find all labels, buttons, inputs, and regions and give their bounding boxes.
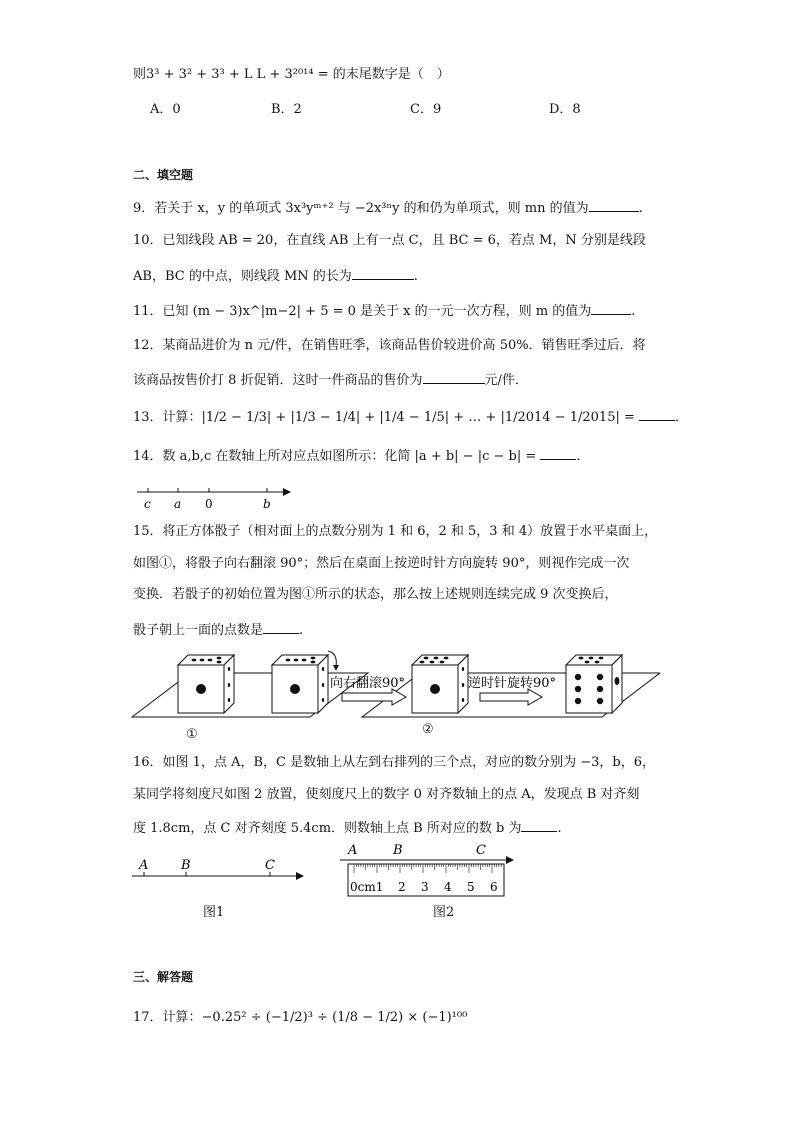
q12-stem: 该商品按售价打 8 折促销．这时一件商品的售价为: [133, 373, 423, 388]
q10-stem: AB，BC 的中点，则线段 MN 的长为: [133, 269, 352, 284]
ruler-point-a: A: [348, 843, 358, 858]
answer-blank: [423, 369, 485, 384]
dice-4: [566, 655, 622, 713]
q8-option-b: B．2: [271, 102, 302, 117]
q10-line2: AB，BC 的中点，则线段 MN 的长为 .: [133, 265, 418, 286]
q16-stem: 度 1.8cm，点 C 对齐刻度 5.4cm．则数轴上点 B 所对应的数 b 为: [133, 821, 522, 836]
q14-stem: 14．数 a,b,c 在数轴上所对应点如图所示：化简 |a + b| − |c − b| =: [133, 449, 537, 464]
axis-label-c: c: [144, 497, 151, 511]
ruler-point-c: C: [476, 843, 486, 858]
q17-text: 17．计算：−0.25² ÷ (−1/2)³ ÷ (1/8 − 1/2) × (−1)¹⁰⁰: [133, 1010, 468, 1025]
ruler-label-5: 5: [467, 880, 475, 894]
q15-dice-figure: [130, 645, 660, 723]
q13-stem: 13．计算：|1/2 − 1/3| + |1/3 − 1/4| + |1/4 − 1/5| + … + |1/2014 − 1/2015| =: [133, 410, 635, 425]
arrow-rotate-ccw: [480, 689, 542, 705]
q16-line2: 某同学将刻度尺如图 2 放置，使刻度尺上的数字 0 对齐数轴上的点 A，发现点 B 对齐刻: [133, 787, 640, 802]
q9-stem: 9．若关于 x，y 的单项式 3x³yᵐ⁺² 与 −2x³ⁿy 的和仍为单项式，则 mn 的值为: [133, 201, 589, 216]
q14-text: 14．数 a,b,c 在数轴上所对应点如图所示：化简 |a + b| − |c − b| = ．: [133, 445, 589, 466]
ruler-label-6: 6: [490, 880, 498, 894]
axis-label-0: 0: [205, 497, 213, 511]
q16-line3: 度 1.8cm，点 C 对齐刻度 5.4cm．则数轴上点 B 所对应的数 b 为 .: [133, 817, 562, 838]
q15-line1: 15．将正方体骰子（相对面上的点数分别为 1 和 6，2 和 5，3 和 4）放置于水平桌面上，: [133, 524, 658, 539]
dice-3: [412, 655, 468, 713]
q10-line1: 10．已知线段 AB = 20，在直线 AB 上有一点 C，且 BC = 6，若点 M，N 分别是线段: [133, 233, 646, 248]
point-b-label: B: [181, 858, 191, 873]
q9-text: 9．若关于 x，y 的单项式 3x³yᵐ⁺² 与 −2x³ⁿy 的和仍为单项式，则 mn 的值为 .: [133, 197, 643, 218]
point-c-label: C: [265, 858, 275, 873]
axis-label-b: b: [263, 497, 271, 511]
answer-blank: [263, 619, 299, 634]
ruler-point-b: B: [393, 843, 403, 858]
q8-stem: 则3³ + 3² + 3³ + L L + 3²⁰¹⁴ = 的末尾数字是（ ）: [133, 67, 450, 82]
arrow-label-roll: 向右翻滚90°: [330, 676, 406, 691]
q12-line2: [133, 369, 528, 390]
figure-caption-fig2: 图2: [433, 905, 455, 920]
section-title-fill-in: 二、填空题: [133, 168, 194, 182]
q8-option-a: A．0: [150, 102, 181, 117]
q8-option-d: D．8: [549, 102, 581, 117]
q15-stem: 骰子朝上一面的点数是: [133, 623, 264, 638]
point-a-label: A: [139, 858, 149, 873]
answer-blank: [591, 300, 631, 315]
q16-figure-2-ruler: [336, 838, 518, 900]
answer-blank: [639, 406, 675, 421]
q15-line2: 如图①，将骰子向右翻滚 90°；然后在桌面上按逆时针方向旋转 90°，则视作完成一次: [133, 556, 630, 571]
ruler-label-2: 2: [398, 880, 406, 894]
axis-label-a: a: [174, 497, 182, 511]
figure-caption-1: ①: [186, 727, 198, 742]
figure-caption-2: ②: [422, 722, 434, 737]
q15-line4: 骰子朝上一面的点数是 .: [133, 619, 303, 640]
q12-unit: 元/件．: [484, 373, 528, 388]
q11-text: 11．已知 (m − 3)x^|m−2| + 5 = 0 是关于 x 的一元一次方程，则 m 的值为 .: [133, 300, 635, 321]
ruler-label-3: 3: [421, 880, 429, 894]
q16-figure-1-number-line: [130, 852, 310, 888]
q8-option-c: C．9: [410, 102, 442, 117]
q15-line3: 变换．若骰子的初始位置为图①所示的状态，那么按上述规则连续完成 9 次变换后，: [133, 587, 618, 602]
answer-blank: [521, 817, 557, 832]
q13-text: 13．计算：|1/2 − 1/3| + |1/3 − 1/4| + |1/4 − 1/5| + … + |1/2014 − 1/2015| = ．: [133, 406, 688, 427]
ruler-label-4: 4: [444, 880, 452, 894]
section-title-solve: 三、解答题: [133, 970, 194, 984]
answer-blank: [589, 197, 639, 212]
dice-1: [178, 655, 234, 713]
q12-line1: 12．某商品进价为 n 元/件，在销售旺季，该商品售价较进价高 50%．销售旺季过后．将: [133, 338, 646, 353]
figure-caption-fig1: 图1: [203, 905, 225, 920]
q11-stem: 11．已知 (m − 3)x^|m−2| + 5 = 0 是关于 x 的一元一次方程，则 m 的值为: [133, 304, 592, 319]
dice-2: [272, 651, 339, 713]
ruler-label-0: 0cm1: [350, 880, 384, 894]
arrow-label-rotate: 逆时针旋转90°: [468, 676, 557, 691]
q14-number-line: [133, 480, 303, 512]
arrow-roll-right: [342, 689, 406, 705]
answer-blank: [540, 445, 576, 460]
answer-blank: [352, 265, 414, 280]
q16-line1: 16．如图 1，点 A，B，C 是数轴上从左到右排列的三个点，对应的数分别为 −3，b，6，: [133, 755, 655, 770]
